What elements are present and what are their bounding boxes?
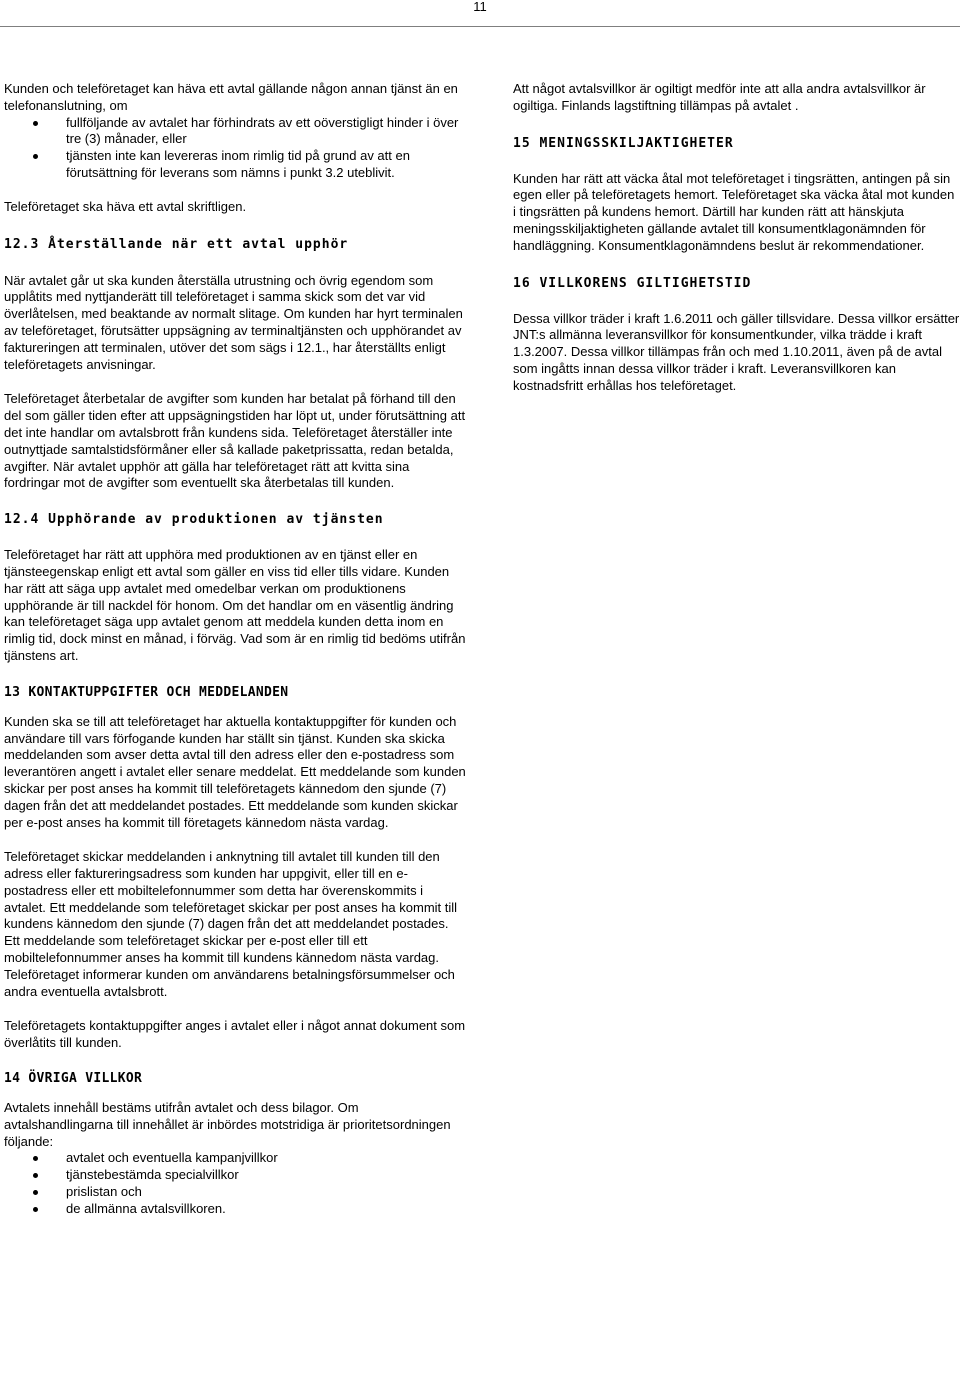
section-13-heading: 13 KONTAKTUPPGIFTER OCH MEDDELANDEN	[4, 684, 289, 700]
section-13-paragraph-2: Teleföretaget skickar meddelanden i anknytning till avtalet till kunden till den adress eller faktureringsadress som kunden har uppgivit, eller till en e-postadress eller ett mobiltelefonnummer som detta har överenskommits i avtalet. Ett meddelande som teleföretaget skickar per post anses ha kommit till kundens kännedom den sjunde (7) dagen från det att meddelandet postades. Ett meddelande som teleföretaget skickar per e-post eller till ett mobiltelefonnummer anses ha kommit till kundens kännedom nästa vardag. Teleföretaget informerar kunden om användarens betalningsförsummelser och andra eventuella avtalsbrott.	[4, 849, 458, 999]
list-item: fullföljande av avtalet har förhindrats av ett oöverstigligt hinder i över tre (3) månader, eller	[4, 115, 466, 149]
terminate-writing-paragraph: Teleföretaget ska häva ett avtal skriftligen.	[4, 198, 247, 214]
section-12-3-heading: 12.3 Återställande när ett avtal upphör	[4, 236, 349, 252]
list-item: prislistan och	[4, 1184, 466, 1201]
section-16-heading: 16 VILLKORENS GILTIGHETSTID	[513, 275, 752, 291]
section-12-3-paragraph-2: Teleföretaget återbetalar de avgifter som kunden har betalat på förhand till den del som gäller tiden efter att uppsägningstiden har löpt ut, under förutsättning att det inte handlar om avtalsbrott från kundens sida. Teleföretaget återställer inte outnyttjade samtalstidsförmåner eller så kallade paketprissatta, redan betalda, avgifter. När avtalet upphör att gälla har teleföretaget rätt att kvitta sina fordringar mot de avgifter som eventuellt ska återbetalas till kunden.	[4, 391, 466, 491]
list-item: de allmänna avtalsvillkoren.	[4, 1201, 466, 1218]
section-12-4-heading: 12.4 Upphörande av produktionen av tjänsten	[4, 512, 384, 528]
governing-law-paragraph: Att något avtalsvillkor är ogiltigt medför inte att alla andra avtalsvillkor är ogiltiga. Finlands lagstiftning tillämpas på avtalet .	[513, 81, 926, 113]
left-column	[4, 81, 466, 1218]
header-rule	[0, 26, 960, 27]
page-number: 11	[473, 0, 487, 14]
intro-paragraph: Kunden och teleföretaget kan häva ett avtal gällande någon annan tjänst än en telefonanslutning, om	[4, 81, 458, 113]
section-14-heading: 14 ÖVRIGA VILLKOR	[4, 1071, 143, 1087]
list-item: tjänstebestämda specialvillkor	[4, 1167, 466, 1184]
list-item: avtalet och eventuella kampanjvillkor	[4, 1150, 466, 1167]
section-12-4-paragraph: Teleföretaget har rätt att upphöra med produktionen av en tjänst eller en tjänsteegenskap enligt ett avtal som gäller en viss tid eller tills vidare. Kunden har rätt att säga upp avtalet med omedelbar verkan om produktionens upphörande är till nackdel för honom. Om det handlar om en väsentlig ändring kan teleföretaget säga upp avtalet genom att meddela kunden detta inom en rimlig tid, dock minst en månad, i förväg. Vad som är en rimlig tid bedöms utifrån tjänstens art.	[4, 547, 466, 663]
intro-bullet-list	[4, 115, 466, 182]
priority-bullet-list	[4, 1150, 466, 1217]
list-item: tjänsten inte kan levereras inom rimlig tid på grund av att en förutsättning för leverans som nämns i punkt 3.2 uteblivit.	[4, 148, 466, 182]
right-column	[513, 81, 960, 395]
section-15-paragraph: Kunden har rätt att väcka åtal mot teleföretaget i tingsrätten, antingen på sin egen eller på teleföretagets hemort. Teleföretaget ska väcka åtal mot kunden i tingsrätten på kundens hemort. Därtill har kunden rätt att hänskjuta meningsskiljaktigheten gällande avtalet till konsumentklagonämnden för handläggning. Konsumentklagonämndens beslut är rekommendationer.	[513, 170, 955, 253]
section-12-3-paragraph-1: När avtalet går ut ska kunden återställa utrustning och övrig egendom som upplåtits med nyttjanderätt till teleföretaget i samma skick som det var vid överlåtelsen, med beaktande av normalt slitage. Om kunden har hyrt terminalen av teleföretaget, förutsätter uppsägning av terminaltjänsten och upphörandet av faktureringen att terminalen, utöver det som sägs i 12.1., har återställts enligt teleföretagets anvisningar.	[4, 272, 463, 372]
section-14-paragraph: Avtalets innehåll bestäms utifrån avtalet och dess bilagor. Om avtalshandlingarna till innehållet är inbördes motstridiga är prioritetsordningen följande:	[4, 1100, 451, 1149]
section-13-paragraph-1: Kunden ska se till att teleföretaget har aktuella kontaktuppgifter för kunden och användare till vars förfogande kunden har ställt sin tjänst. Kunden ska skicka meddelanden som avser detta avtal till den adress eller den e-postadress som leverantören angett i avtalet eller senare meddelat. Ett meddelande som kunden skickar per post anses ha kommit till teleföretagets kännedom den sjunde (7) dagen från det att meddelandet postades. Ett meddelande som kunden skickar per e-post anses ha kommit till företagets kännedom nästa vardag.	[4, 713, 466, 830]
section-13-paragraph-3: Teleföretagets kontaktuppgifter anges i avtalet eller i något annat dokument som överlåtits till kunden.	[4, 1018, 466, 1051]
section-15-heading: 15 MENINGSSKILJAKTIGHETER	[513, 135, 734, 151]
section-16-paragraph: Dessa villkor träder i kraft 1.6.2011 och gäller tillsvidare. Dessa villkor ersätter JNT:s allmänna leveransvillkor för konsumentkunder, vilka trädde i kraft 1.3.2007. Dessa villkor tillämpas från och med 1.10.2011, även på de avtal som ingåtts innan dessa villkor träder i kraft. Leveransvillkoren kan kostnadsfritt erhållas hos teleföretaget.	[513, 310, 960, 393]
